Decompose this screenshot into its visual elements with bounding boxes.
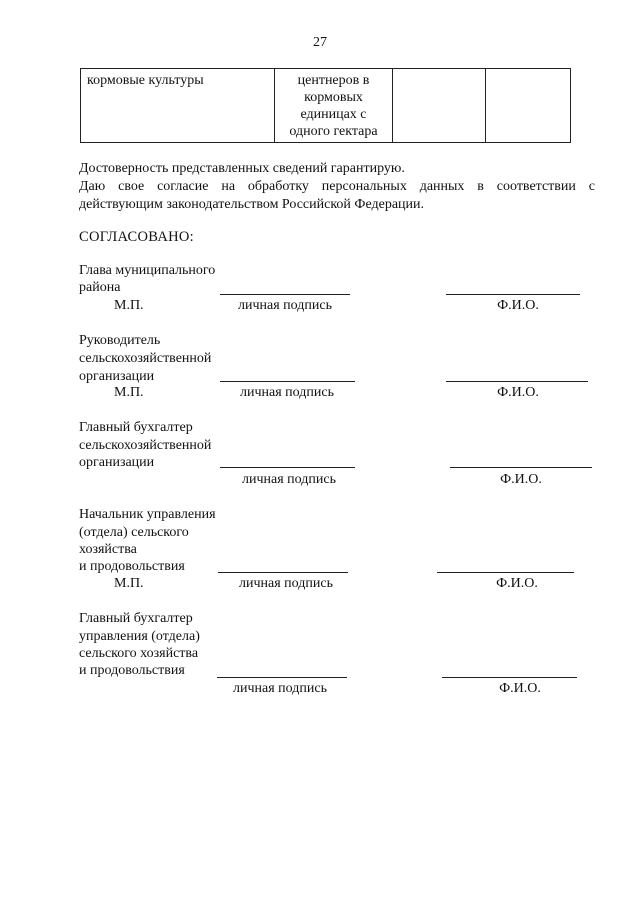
table-row xyxy=(81,69,571,143)
signature-line xyxy=(220,294,350,295)
name-line xyxy=(437,572,574,573)
signature-line xyxy=(220,381,355,382)
unit-line: центнеров в xyxy=(297,73,370,88)
signature-label: личная подпись xyxy=(239,576,333,591)
empty-cell xyxy=(486,69,571,143)
block-title-line: и продовольствия xyxy=(79,559,185,574)
block-title-line: организации xyxy=(79,455,155,470)
unit-line: единицах с xyxy=(300,107,367,122)
name-line xyxy=(446,381,588,382)
block-title-line: района xyxy=(79,280,121,295)
statements xyxy=(79,160,595,214)
name-label: Ф.И.О. xyxy=(496,576,538,591)
unit-line: одного гектара xyxy=(289,124,378,139)
stamp-label: М.П. xyxy=(114,385,144,400)
block-title-line: и продовольствия xyxy=(79,663,185,678)
page-number: 27 xyxy=(313,35,327,50)
empty-cell xyxy=(393,69,486,143)
name-line xyxy=(442,677,577,678)
fodder-table xyxy=(80,68,571,143)
block-title-line: хозяйства xyxy=(79,542,137,557)
signature-line xyxy=(217,677,347,678)
block-title-line: Руководитель xyxy=(79,333,161,348)
signature-line xyxy=(218,572,348,573)
signature-label: личная подпись xyxy=(240,385,334,400)
block-title-line: сельскохозяйственной xyxy=(79,351,212,366)
block-title-line: Глава муниципального xyxy=(79,263,216,278)
block-title-line: Начальник управления xyxy=(79,507,216,522)
name-line xyxy=(450,467,592,468)
guarantee-text: Достоверность представленных сведений гарантирую. xyxy=(79,161,405,176)
signature-label: личная подпись xyxy=(238,298,332,313)
signature-label: личная подпись xyxy=(242,472,336,487)
block-title-line: сельского хозяйства xyxy=(79,646,199,661)
block-title-line: (отдела) сельского xyxy=(79,525,189,540)
approved-heading: СОГЛАСОВАНО: xyxy=(79,229,194,245)
unit-cell xyxy=(275,69,393,143)
block-title-line: сельскохозяйственной xyxy=(79,438,212,453)
name-label: Ф.И.О. xyxy=(499,681,541,696)
name-label: Ф.И.О. xyxy=(500,472,542,487)
culture-cell: кормовые культуры xyxy=(81,69,275,143)
name-label: Ф.И.О. xyxy=(497,298,539,313)
block-title-line: Главный бухгалтер xyxy=(79,611,193,626)
unit-line: кормовых xyxy=(304,90,363,105)
block-title-line: Главный бухгалтер xyxy=(79,420,193,435)
stamp-label: М.П. xyxy=(114,298,144,313)
stamp-label: М.П. xyxy=(114,576,144,591)
block-title-line: организации xyxy=(79,369,155,384)
signature-line xyxy=(220,467,355,468)
consent-text: Даю свое согласие на обработку персональных данных в соответствии с действующим законодательством Российской Федерации. xyxy=(79,179,595,212)
name-line xyxy=(446,294,580,295)
name-label: Ф.И.О. xyxy=(497,385,539,400)
signature-label: личная подпись xyxy=(233,681,327,696)
block-title-line: управления (отдела) xyxy=(79,629,200,644)
